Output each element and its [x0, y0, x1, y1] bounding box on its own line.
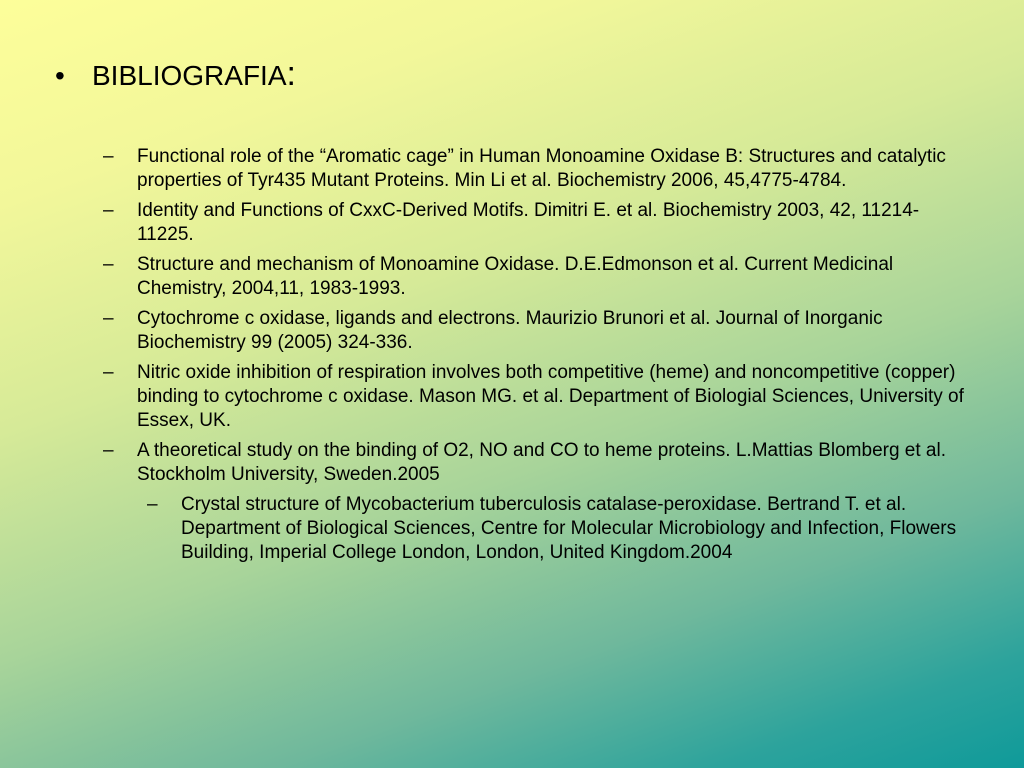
- heading-bullet: •: [55, 60, 65, 91]
- reference-dash: –: [103, 362, 114, 383]
- reference-dash: –: [103, 254, 114, 275]
- reference-item: [103, 199, 973, 247]
- reference-text: Structure and mechanism of Monoamine Oxidase. D.E.Edmonson et al. Current Medicinal Chemistry, 2004,11, 1983-1993.: [137, 254, 894, 299]
- reference-dash: –: [103, 200, 114, 221]
- reference-text: Functional role of the “Aromatic cage” in Human Monoamine Oxidase B: Structures and catalytic properties of Tyr435 Mutant Proteins. Min Li et al. Biochemistry 2006, 45,4775-4784.: [137, 146, 946, 191]
- heading-text: BIBLIOGRAFIA: [92, 60, 287, 91]
- reference-dash: –: [103, 146, 114, 167]
- reference-list: [103, 145, 973, 571]
- reference-text: Crystal structure of Mycobacterium tuberculosis catalase-peroxidase. Bertrand T. et al. Department of Biological Sciences, Centre for Molecular Microbiology and Infection, Flowers Building, Imperial College London, London, United Kingdom.2004: [181, 494, 957, 563]
- reference-dash: –: [147, 494, 158, 515]
- reference-text: Nitric oxide inhibition of respiration involves both competitive (heme) and noncompetitive (copper) binding to cytochrome c oxidase. Mason MG. et al. Department of Biologial Sciences, University of Essex, UK.: [137, 362, 964, 431]
- reference-dash: –: [103, 440, 114, 461]
- reference-item: [103, 439, 973, 487]
- reference-text: A theoretical study on the binding of O2, NO and CO to heme proteins. L.Mattias Blomberg et al. Stockholm University, Sweden.2005: [137, 440, 946, 485]
- heading-colon: :: [286, 55, 296, 93]
- reference-text: Identity and Functions of CxxC-Derived Motifs. Dimitri E. et al. Biochemistry 2003, 42, 11214-11225.: [137, 200, 920, 245]
- slide-heading: [55, 54, 296, 96]
- reference-dash: –: [103, 308, 114, 329]
- reference-text: Cytochrome c oxidase, ligands and electrons. Maurizio Brunori et al. Journal of Inorganic Biochemistry 99 (2005) 324-336.: [137, 308, 883, 353]
- reference-subitem: [147, 493, 973, 565]
- reference-item: [103, 145, 973, 193]
- reference-item: [103, 307, 973, 355]
- reference-item: [103, 253, 973, 301]
- reference-item: [103, 361, 973, 433]
